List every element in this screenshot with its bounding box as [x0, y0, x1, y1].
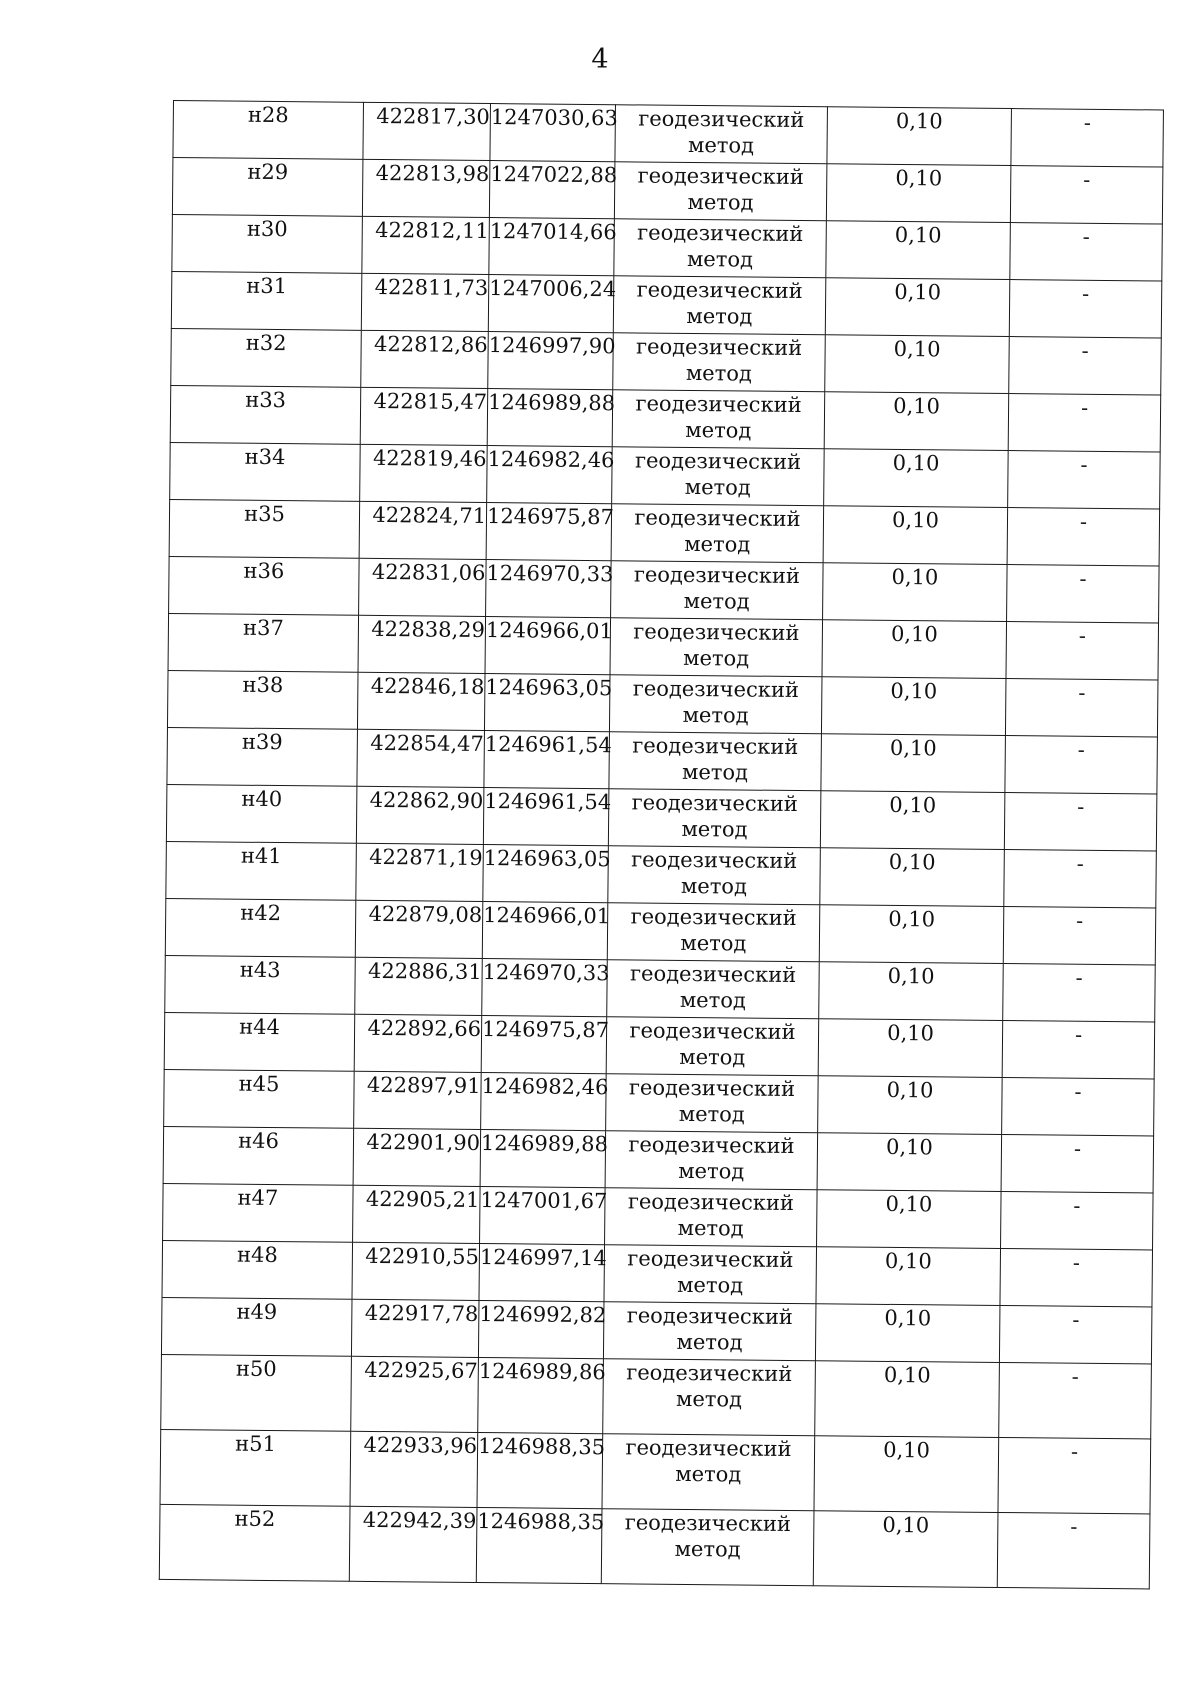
method-line-2: метод: [678, 1158, 745, 1184]
accuracy-cell: 0,10: [822, 620, 1007, 679]
method-line-2: метод: [681, 816, 748, 842]
description-cell: -: [999, 1305, 1152, 1363]
point-number-cell: н37: [168, 613, 359, 672]
method-cell: [605, 1188, 818, 1247]
table-row: [161, 1297, 1152, 1364]
method-cell: [609, 675, 822, 734]
table-row: [165, 898, 1156, 965]
x-coordinate-cell: 422879,08: [355, 900, 483, 958]
y-coordinate-cell: 1247006,24: [488, 275, 614, 333]
y-coordinate-cell: 1246988,35: [476, 1507, 602, 1583]
method-line-1: геодезический: [633, 619, 800, 646]
table-row: [169, 556, 1160, 623]
description-cell: -: [1004, 793, 1157, 851]
method-line-2: метод: [684, 474, 751, 500]
method-line-1: геодезический: [634, 448, 802, 475]
method-line-1: геодезический: [631, 790, 798, 817]
method-line-1: геодезический: [636, 277, 803, 304]
method-line-1: геодезический: [633, 562, 801, 589]
x-coordinate-cell: 422892,66: [354, 1014, 482, 1072]
accuracy-cell: 0,10: [824, 392, 1009, 451]
table-row: [173, 101, 1164, 168]
y-coordinate-cell: 1246975,87: [481, 1016, 607, 1074]
method-line-1: геодезический: [638, 106, 805, 133]
method-cell: [613, 276, 826, 335]
x-coordinate-cell: 422871,19: [356, 843, 484, 901]
method-line-1: геодезический: [628, 1132, 795, 1159]
y-coordinate-cell: 1246975,87: [486, 503, 612, 561]
accuracy-cell: 0,10: [821, 677, 1006, 736]
method-cell: [614, 162, 827, 221]
table-row: [166, 784, 1157, 851]
description-cell: -: [997, 1512, 1150, 1588]
description-cell: -: [1010, 166, 1163, 224]
x-coordinate-cell: 422854,47: [357, 729, 485, 787]
y-coordinate-cell: 1246966,01: [485, 617, 611, 675]
description-cell: -: [1001, 1135, 1154, 1193]
method-line-2: метод: [679, 1044, 746, 1070]
x-coordinate-cell: 422910,55: [352, 1242, 480, 1300]
point-number-cell: н31: [171, 271, 362, 330]
point-number-cell: н30: [172, 214, 363, 273]
point-number-cell: н29: [172, 158, 363, 217]
accuracy-cell: 0,10: [817, 1133, 1002, 1192]
method-line-2: метод: [675, 1461, 742, 1487]
table-row: [164, 1069, 1155, 1136]
point-number-cell: н43: [165, 955, 356, 1014]
y-coordinate-cell: 1247030,63: [490, 104, 616, 162]
method-line-2: метод: [687, 189, 754, 215]
x-coordinate-cell: 422862,90: [356, 786, 484, 844]
method-cell: [607, 960, 820, 1019]
description-cell: -: [1008, 451, 1161, 509]
method-cell: [614, 219, 827, 278]
method-line-1: геодезический: [626, 1303, 793, 1330]
accuracy-cell: 0,10: [816, 1247, 1001, 1306]
accuracy-cell: 0,10: [818, 1019, 1003, 1078]
accuracy-cell: 0,10: [820, 848, 1005, 907]
method-line-1: геодезический: [635, 334, 803, 361]
method-line-1: геодезический: [634, 505, 801, 532]
method-line-2: метод: [674, 1536, 741, 1562]
x-coordinate-cell: 422815,47: [360, 387, 488, 445]
method-line-2: метод: [681, 759, 749, 785]
point-number-cell: н52: [159, 1504, 350, 1581]
method-line-1: геодезический: [627, 1246, 794, 1273]
y-coordinate-cell: 1246989,88: [487, 389, 613, 447]
y-coordinate-cell: 1246997,90: [488, 332, 614, 390]
method-cell: [610, 618, 823, 677]
method-cell: [604, 1245, 817, 1304]
coordinates-table: [159, 100, 1164, 1589]
table-row: [168, 613, 1159, 680]
method-line-1: геодезический: [632, 676, 800, 703]
x-coordinate-cell: 422831,06: [359, 558, 487, 616]
method-line-2: метод: [683, 588, 750, 614]
x-coordinate-cell: 422901,90: [353, 1128, 481, 1186]
description-cell: -: [1004, 850, 1157, 908]
description-cell: -: [1011, 109, 1164, 167]
method-cell: [601, 1509, 814, 1586]
table-row: [171, 328, 1162, 395]
table-row: [163, 1126, 1154, 1193]
table-row: [170, 385, 1161, 452]
method-cell: [613, 333, 826, 392]
y-coordinate-cell: 1246997,14: [479, 1243, 605, 1301]
point-number-cell: н44: [164, 1012, 355, 1071]
table-row: [169, 499, 1160, 566]
table-row: [164, 1012, 1155, 1079]
description-cell: -: [1007, 508, 1160, 566]
description-cell: -: [999, 1362, 1152, 1438]
accuracy-cell: 0,10: [820, 791, 1005, 850]
accuracy-cell: 0,10: [814, 1436, 999, 1513]
method-line-1: геодезический: [637, 220, 804, 247]
method-cell: [606, 1074, 819, 1133]
point-number-cell: н48: [162, 1240, 353, 1299]
table-row: [165, 955, 1156, 1022]
method-cell: [611, 561, 824, 620]
table-row: [166, 841, 1157, 908]
table-row: [172, 158, 1163, 225]
y-coordinate-cell: 1246992,82: [478, 1300, 604, 1358]
method-cell: [603, 1359, 816, 1436]
point-number-cell: н49: [161, 1297, 352, 1356]
y-coordinate-cell: 1247014,66: [489, 218, 615, 276]
method-line-2: метод: [682, 702, 749, 728]
accuracy-cell: 0,10: [826, 164, 1011, 223]
method-line-2: метод: [680, 873, 748, 899]
point-number-cell: н41: [166, 841, 357, 900]
method-line-2: метод: [677, 1215, 744, 1241]
method-line-2: метод: [687, 132, 755, 158]
accuracy-cell: 0,10: [823, 506, 1008, 565]
y-coordinate-cell: 1246970,33: [486, 560, 612, 618]
x-coordinate-cell: 422811,73: [361, 273, 489, 331]
x-coordinate-cell: 422905,21: [353, 1185, 481, 1243]
method-cell: [607, 903, 820, 962]
table-row: [167, 727, 1158, 794]
point-number-cell: н45: [164, 1069, 355, 1128]
description-cell: -: [1009, 280, 1162, 338]
x-coordinate-cell: 422897,91: [354, 1071, 482, 1129]
table-row: [172, 214, 1163, 281]
method-line-2: метод: [686, 246, 754, 272]
table-row: [163, 1183, 1154, 1250]
method-line-1: геодезический: [637, 163, 804, 190]
x-coordinate-cell: 422812,86: [361, 330, 489, 388]
method-line-2: метод: [679, 987, 746, 1013]
method-cell: [603, 1302, 816, 1361]
description-cell: -: [1002, 1021, 1155, 1079]
accuracy-cell: 0,10: [818, 1076, 1003, 1135]
description-cell: -: [1005, 679, 1158, 737]
method-line-1: геодезический: [628, 1075, 796, 1102]
method-line-1: геодезический: [631, 847, 798, 874]
method-line-1: геодезический: [632, 733, 799, 760]
description-cell: -: [1000, 1248, 1153, 1306]
method-cell: [606, 1017, 819, 1076]
point-number-cell: н32: [171, 328, 362, 387]
x-coordinate-cell: 422819,46: [360, 444, 488, 502]
accuracy-cell: 0,10: [823, 563, 1008, 622]
method-line-1: геодезический: [625, 1435, 792, 1461]
method-line-1: геодезический: [626, 1360, 793, 1387]
y-coordinate-cell: 1246966,01: [482, 902, 608, 960]
method-line-1: геодезический: [629, 961, 797, 988]
accuracy-cell: 0,10: [815, 1304, 1000, 1363]
accuracy-cell: 0,10: [826, 221, 1011, 280]
method-line-1: геодезический: [630, 904, 797, 931]
accuracy-cell: 0,10: [817, 1190, 1002, 1249]
accuracy-cell: 0,10: [827, 107, 1012, 166]
x-coordinate-cell: 422942,39: [349, 1506, 477, 1582]
method-cell: [615, 105, 828, 164]
method-cell: [608, 789, 821, 848]
page-number: 4: [591, 44, 609, 75]
description-cell: -: [1002, 1078, 1155, 1136]
y-coordinate-cell: 1247001,67: [480, 1186, 606, 1244]
x-coordinate-cell: 422917,78: [351, 1299, 479, 1357]
x-coordinate-cell: 422824,71: [359, 501, 487, 559]
method-line-2: метод: [685, 360, 752, 386]
table-row: [160, 1429, 1151, 1513]
method-line-2: метод: [675, 1386, 743, 1412]
y-coordinate-cell: 1246982,46: [481, 1073, 607, 1131]
method-line-2: метод: [676, 1329, 743, 1355]
description-cell: -: [1005, 736, 1158, 794]
accuracy-cell: 0,10: [819, 905, 1004, 964]
method-line-1: геодезический: [627, 1189, 795, 1216]
y-coordinate-cell: 1246970,33: [482, 959, 608, 1017]
y-coordinate-cell: 1246988,35: [477, 1432, 603, 1508]
point-number-cell: н47: [163, 1183, 354, 1242]
y-coordinate-cell: 1246989,88: [480, 1130, 606, 1188]
method-cell: [612, 390, 825, 449]
x-coordinate-cell: 422933,96: [350, 1431, 478, 1507]
x-coordinate-cell: 422817,30: [363, 102, 491, 160]
accuracy-cell: 0,10: [815, 1361, 1000, 1438]
point-number-cell: н34: [170, 442, 361, 501]
point-number-cell: н28: [173, 101, 364, 160]
description-cell: -: [998, 1437, 1151, 1513]
x-coordinate-cell: 422813,98: [362, 159, 490, 217]
description-cell: -: [1003, 907, 1156, 965]
table-row: [162, 1240, 1153, 1307]
y-coordinate-cell: 1247022,88: [489, 161, 615, 219]
point-number-cell: н46: [163, 1126, 354, 1185]
method-line-1: геодезический: [624, 1510, 792, 1536]
accuracy-cell: 0,10: [825, 335, 1010, 394]
table-row: [170, 442, 1161, 509]
accuracy-cell: 0,10: [819, 962, 1004, 1021]
point-number-cell: н42: [165, 898, 356, 957]
point-number-cell: н33: [170, 385, 361, 444]
y-coordinate-cell: 1246961,54: [483, 788, 609, 846]
accuracy-cell: 0,10: [813, 1511, 998, 1588]
accuracy-cell: 0,10: [824, 449, 1009, 508]
method-line-2: метод: [683, 645, 750, 671]
method-line-2: метод: [684, 531, 751, 557]
description-cell: -: [1009, 337, 1162, 395]
method-cell: [609, 732, 822, 791]
point-number-cell: н51: [160, 1429, 351, 1506]
x-coordinate-cell: 422838,29: [358, 615, 486, 673]
description-cell: -: [1001, 1191, 1154, 1249]
point-number-cell: н38: [167, 670, 358, 729]
method-cell: [611, 504, 824, 563]
x-coordinate-cell: 422925,67: [351, 1356, 479, 1432]
point-number-cell: н35: [169, 499, 360, 558]
table-row: [167, 670, 1158, 737]
point-number-cell: н50: [161, 1354, 352, 1431]
table-row: [171, 271, 1162, 338]
description-cell: -: [1003, 964, 1156, 1022]
method-line-1: геодезический: [629, 1018, 796, 1045]
method-line-2: метод: [677, 1272, 744, 1298]
point-number-cell: н40: [166, 784, 357, 843]
method-cell: [608, 846, 821, 905]
y-coordinate-cell: 1246982,46: [487, 446, 613, 504]
y-coordinate-cell: 1246989,86: [478, 1357, 604, 1433]
method-cell: [602, 1434, 815, 1511]
table-row: [161, 1354, 1152, 1438]
accuracy-cell: 0,10: [821, 734, 1006, 793]
method-line-2: метод: [678, 1101, 745, 1127]
point-number-cell: н36: [169, 556, 360, 615]
method-cell: [612, 447, 825, 506]
y-coordinate-cell: 1246963,05: [483, 845, 609, 903]
coordinates-table-body: [159, 101, 1163, 1589]
y-coordinate-cell: 1246961,54: [484, 731, 610, 789]
x-coordinate-cell: 422812,11: [362, 216, 490, 274]
method-line-2: метод: [680, 930, 747, 956]
x-coordinate-cell: 422886,31: [355, 957, 483, 1015]
table-row: [159, 1504, 1150, 1588]
method-line-2: метод: [685, 417, 752, 443]
point-number-cell: н39: [167, 727, 358, 786]
description-cell: -: [1007, 565, 1160, 623]
description-cell: -: [1008, 394, 1161, 452]
accuracy-cell: 0,10: [825, 278, 1010, 337]
y-coordinate-cell: 1246963,05: [484, 674, 610, 732]
method-cell: [605, 1131, 818, 1190]
description-cell: -: [1010, 223, 1163, 281]
description-cell: -: [1006, 622, 1159, 680]
method-line-1: геодезический: [635, 391, 802, 418]
method-line-2: метод: [686, 303, 753, 329]
x-coordinate-cell: 422846,18: [357, 672, 485, 730]
